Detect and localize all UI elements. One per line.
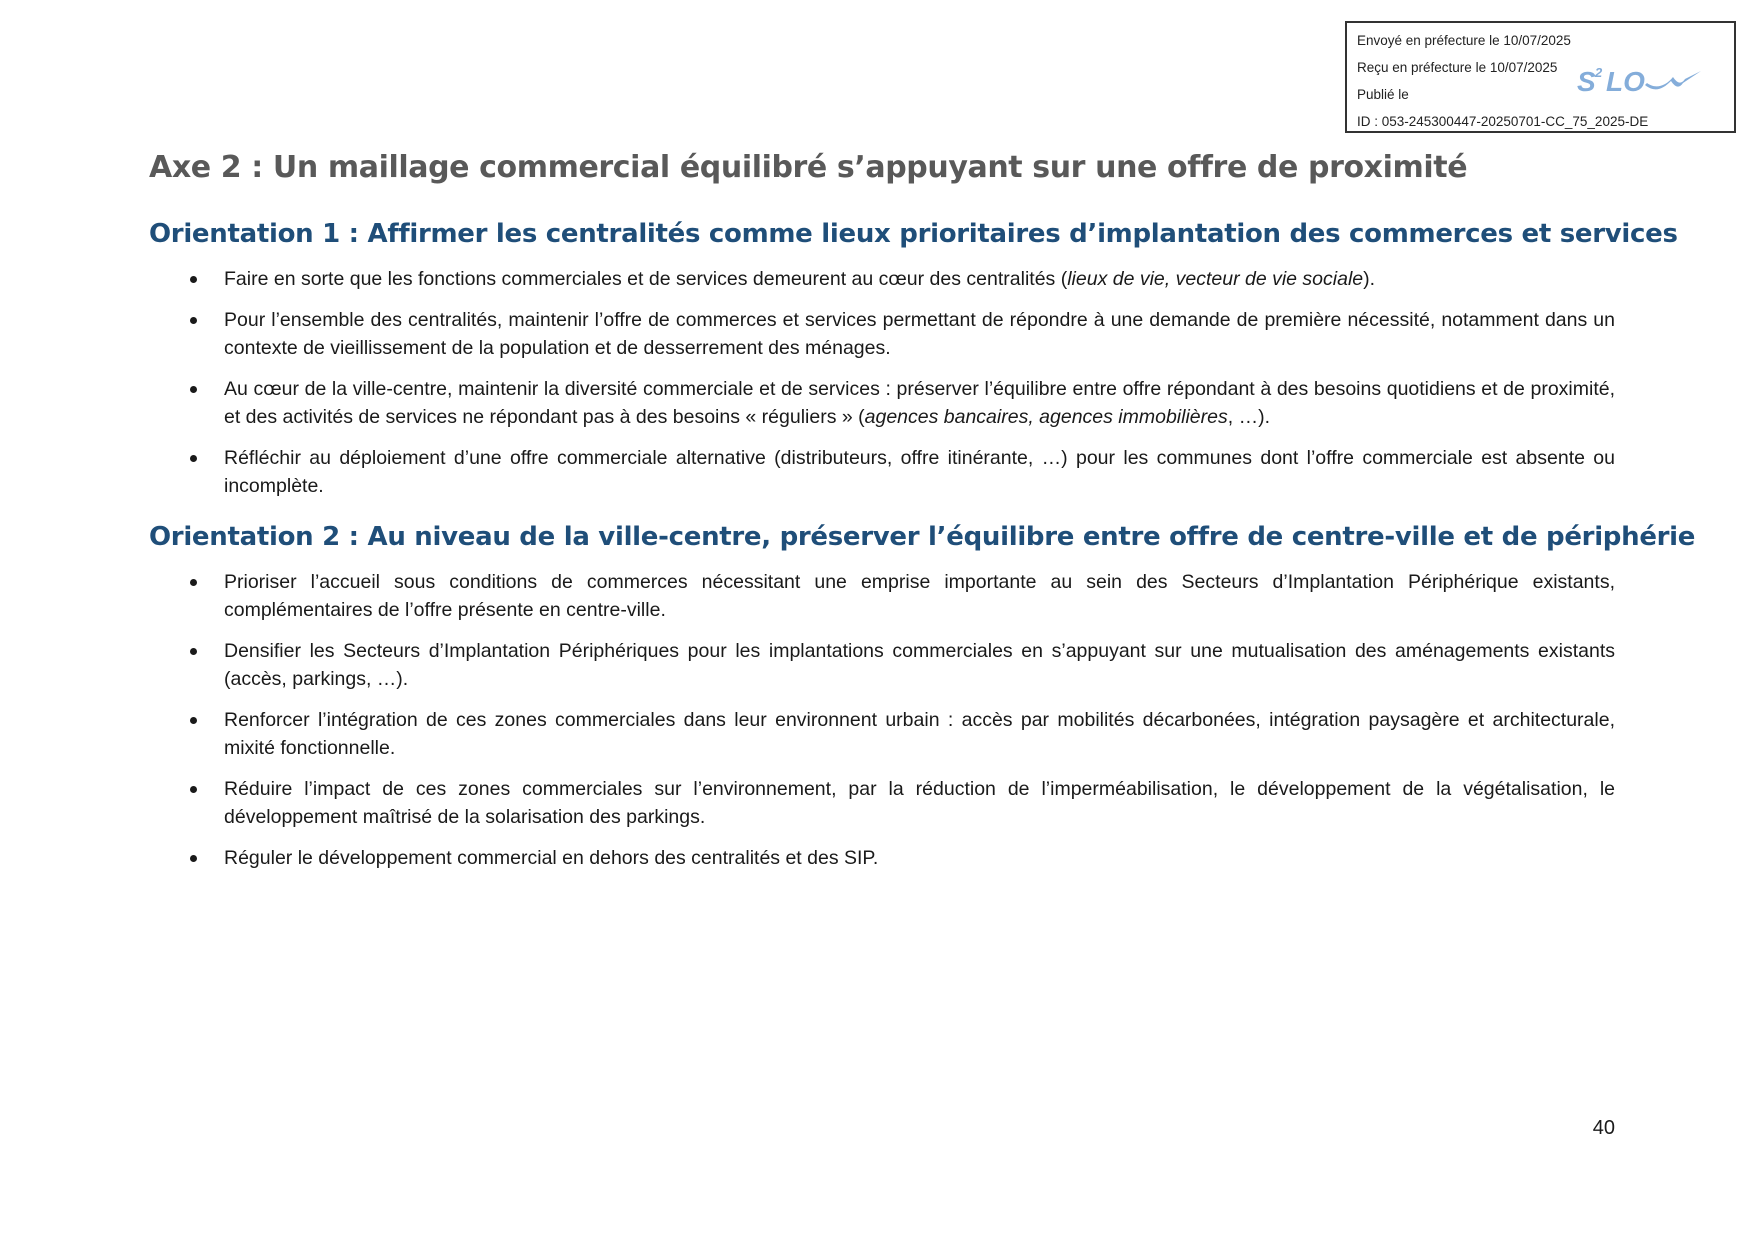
stamp-sent-date: Envoyé en préfecture le 10/07/2025 bbox=[1357, 33, 1571, 48]
orientation-2-list bbox=[149, 568, 1615, 872]
svg-text:LO: LO bbox=[1606, 66, 1645, 97]
list-item: Pour l’ensemble des centralités, maintenir l’offre de commerces et services permettant de répondre à une demande de première nécessité, notamment dans un contexte de vieillissement de la population et de desserrement des ménages. bbox=[149, 306, 1615, 362]
bullet-icon bbox=[190, 386, 197, 393]
list-item: Prioriser l’accueil sous conditions de commerces nécessitant une emprise importante au sein des Secteurs d’Implantation Périphérique existants, complémentaires de l’offre présente en centre-ville. bbox=[149, 568, 1615, 624]
list-item: Réduire l’impact de ces zones commerciales sur l’environnement, par la réduction de l’imperméabilisation, le développement de la végétalisation, le développement maîtrisé de la solarisation des parkings. bbox=[149, 775, 1615, 831]
list-item: Réguler le développement commercial en dehors des centralités et des SIP. bbox=[149, 844, 1615, 872]
orientation-1-list bbox=[149, 265, 1615, 500]
bullet-icon bbox=[190, 717, 197, 724]
list-item: Densifier les Secteurs d’Implantation Périphériques pour les implantations commerciales en s’appuyant sur une mutualisation des aménagements existants (accès, parkings, …). bbox=[149, 637, 1615, 693]
bullet-icon bbox=[190, 579, 197, 586]
list-item: Renforcer l’intégration de ces zones commerciales dans leur environnent urbain : accès par mobilités décarbonées, intégration paysagère et architecturale, mixité fonctionnelle. bbox=[149, 706, 1615, 762]
bullet-icon bbox=[190, 855, 197, 862]
svg-text:2: 2 bbox=[1595, 65, 1603, 80]
list-item: Faire en sorte que les fonctions commerciales et de services demeurent au cœur des centralités (lieux de vie, vecteur de vie sociale). bbox=[149, 265, 1615, 293]
list-item: Réfléchir au déploiement d’une offre commerciale alternative (distributeurs, offre itinérante, …) pour les communes dont l’offre commerciale est absente ou incomplète. bbox=[149, 444, 1615, 500]
stamp-id: ID : 053-245300447-20250701-CC_75_2025-DE bbox=[1357, 114, 1649, 129]
s2lo-logo bbox=[1575, 63, 1705, 99]
bullet-icon bbox=[190, 317, 197, 324]
list-item: Au cœur de la ville-centre, maintenir la diversité commerciale et de services : préserver l’équilibre entre offre répondant à des besoins quotidiens et de proximité, et des activités de services ne répondant pas à des besoins « réguliers » (agences bancaires, agences immobilières, …). bbox=[149, 375, 1615, 431]
stamp-received-date: Reçu en préfecture le 10/07/2025 bbox=[1357, 60, 1558, 75]
bullet-icon bbox=[190, 455, 197, 462]
stamp-published: Publié le bbox=[1357, 87, 1409, 102]
svg-text:S: S bbox=[1577, 66, 1596, 97]
bullet-icon bbox=[190, 276, 197, 283]
axe-title: Axe 2 : Un maillage commercial équilibré s’appuyant sur une offre de proximité bbox=[149, 150, 1468, 185]
bullet-icon bbox=[190, 648, 197, 655]
page-number: 40 bbox=[1592, 1117, 1615, 1139]
orientation-2-title: Orientation 2 : Au niveau de la ville-centre, préserver l’équilibre entre offre de centre-ville et de périphérie bbox=[149, 522, 1696, 552]
document-body bbox=[149, 150, 1696, 894]
orientation-1-title: Orientation 1 : Affirmer les centralités comme lieux prioritaires d’implantation des commerces et services bbox=[149, 219, 1678, 249]
prefecture-stamp bbox=[1345, 21, 1736, 133]
bullet-icon bbox=[190, 786, 197, 793]
